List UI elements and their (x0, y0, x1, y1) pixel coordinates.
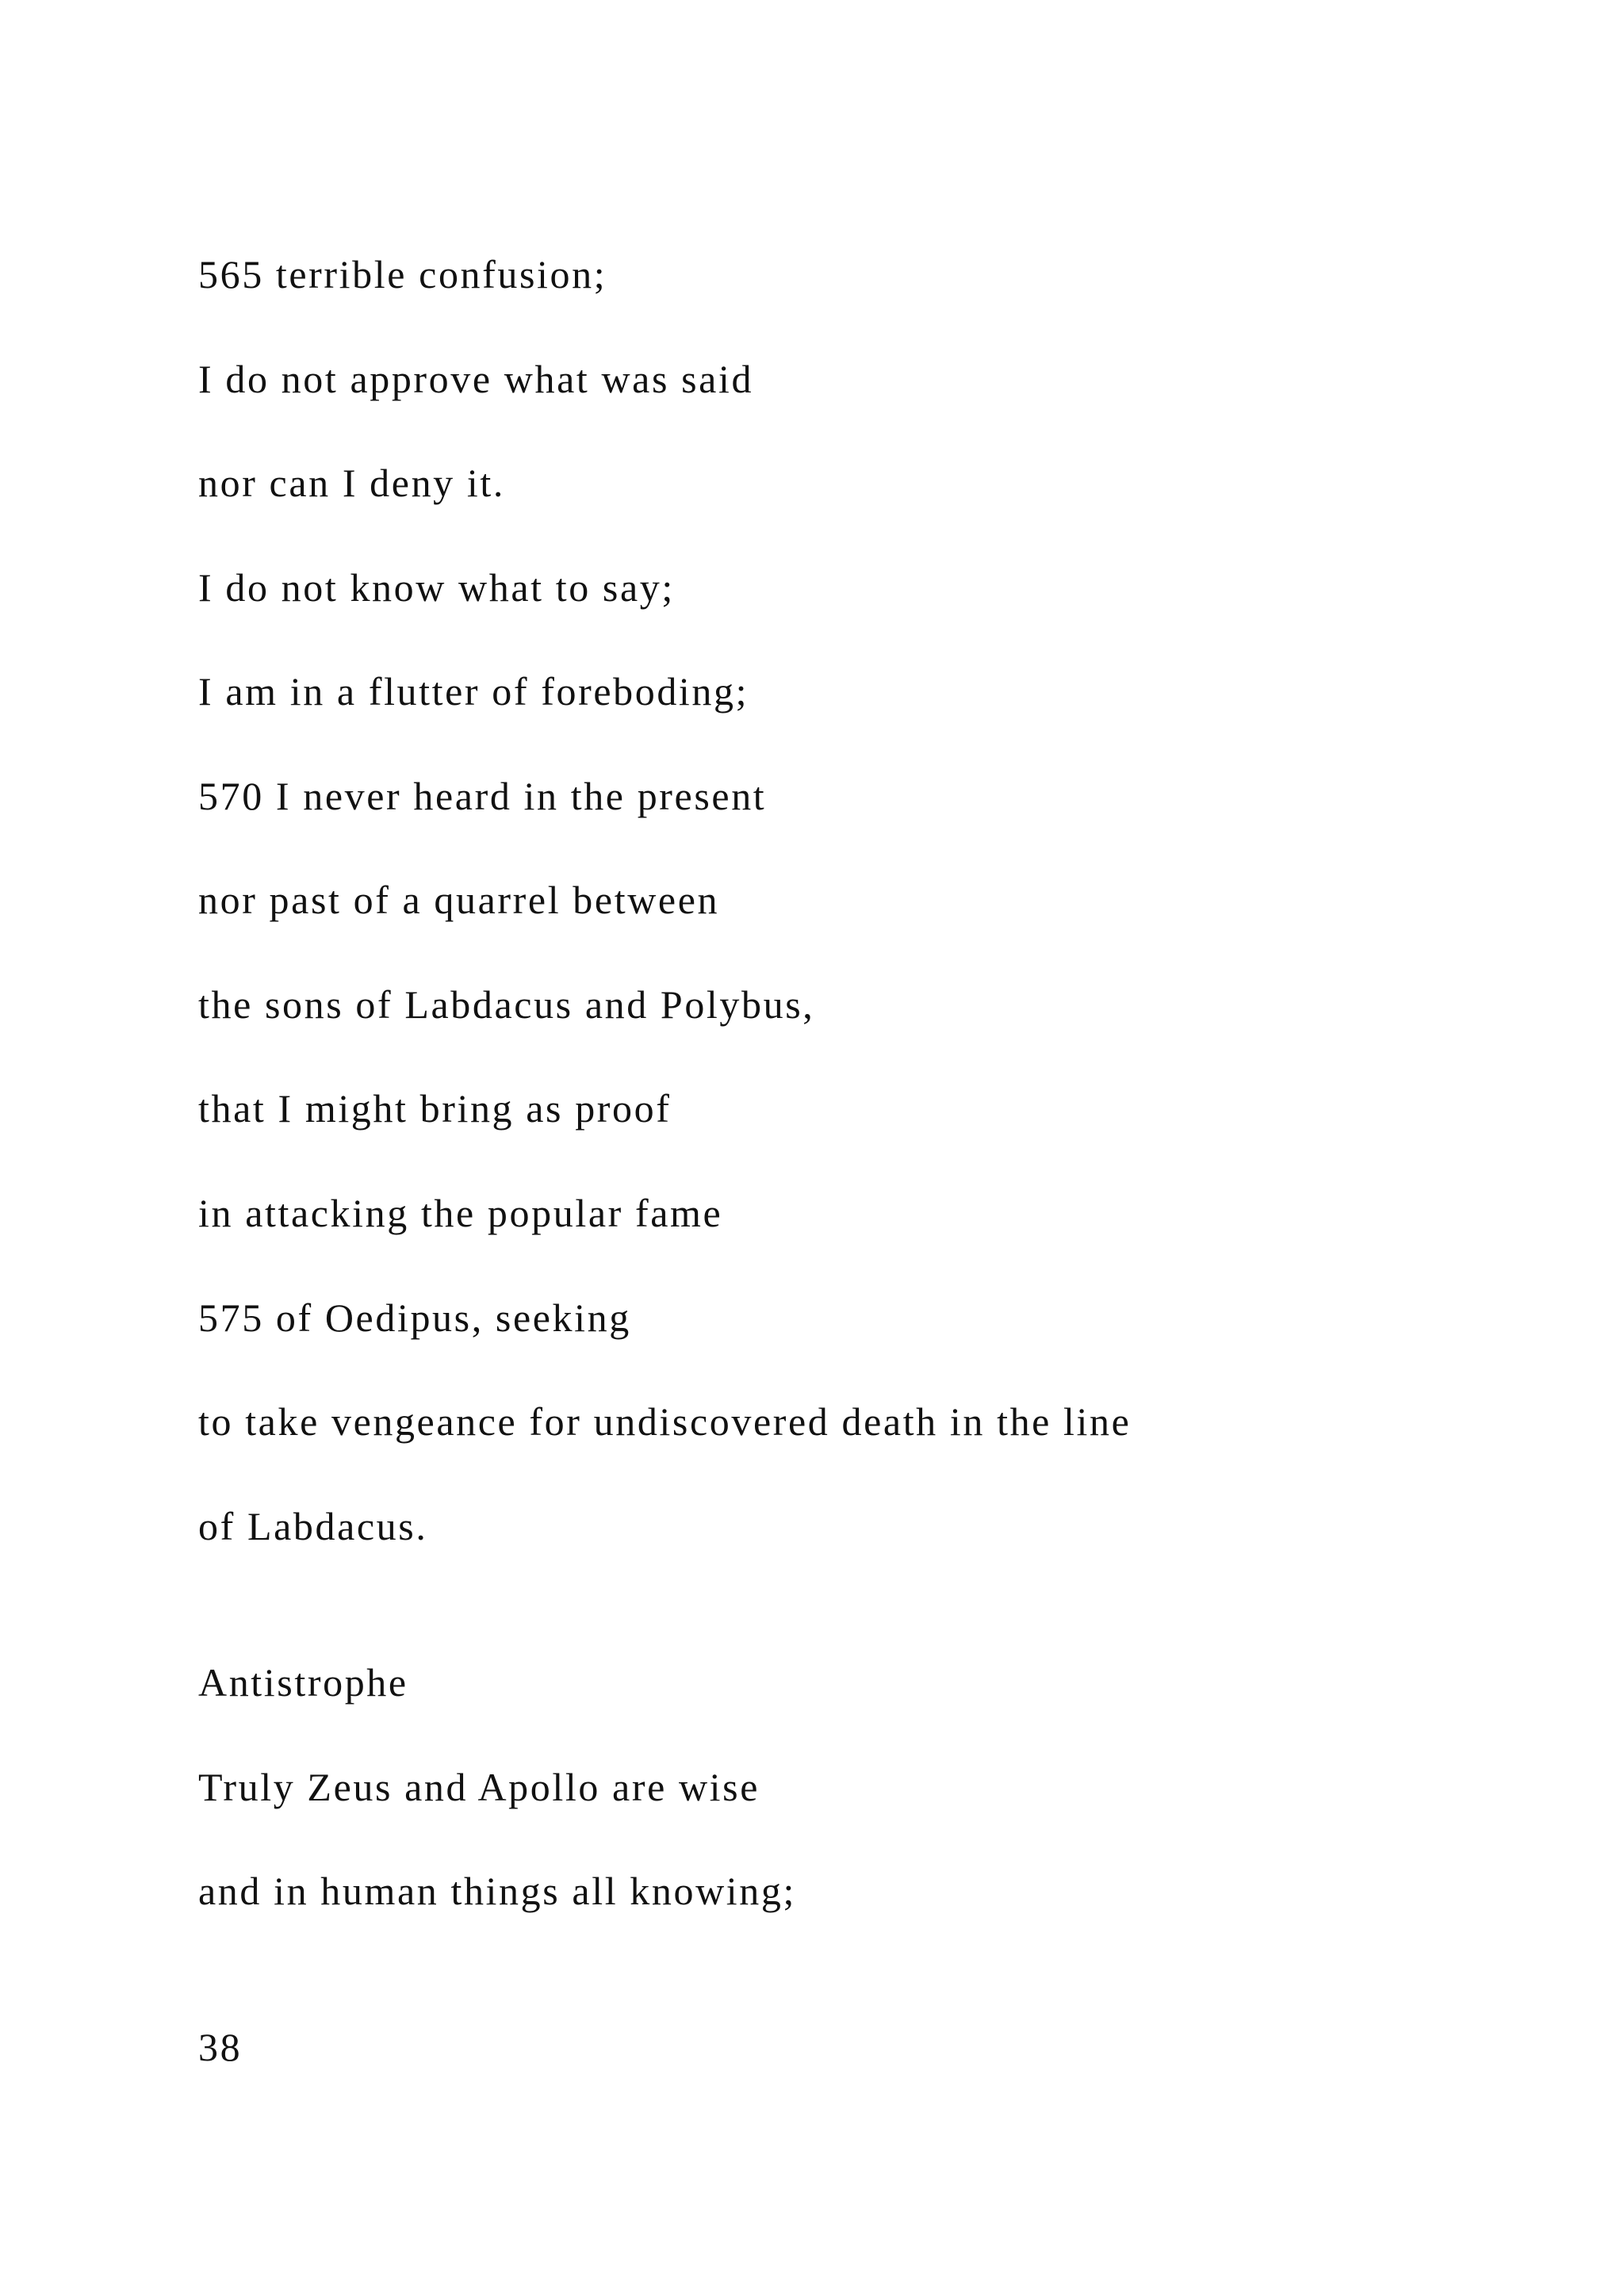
verse-line: 575 of Oedipus, seeking (198, 1295, 631, 1340)
verse-line: of Labdacus. (198, 1504, 428, 1548)
verse-line: I do not approve what was said (198, 357, 754, 401)
verse-line: in attacking the popular fame (198, 1191, 723, 1235)
page-number: 38 (198, 2025, 243, 2069)
verse-line: the sons of Labdacus and Polybus, (198, 982, 815, 1027)
verse-line: nor can I deny it. (198, 461, 505, 505)
verse-line: 570 I never heard in the present (198, 774, 767, 818)
verse-line: to take vengeance for undiscovered death in the line (198, 1399, 1132, 1444)
verse-line: I do not know what to say; (198, 565, 675, 610)
verse-line: I am in a flutter of foreboding; (198, 669, 749, 714)
verse-line: nor past of a quarrel between (198, 878, 720, 922)
antistrophe-line: Truly Zeus and Apollo are wise (198, 1765, 760, 1809)
verse-line: 565 terrible confusion; (198, 252, 607, 297)
verse-line: that I might bring as proof (198, 1086, 672, 1131)
antistrophe-line: and in human things all knowing; (198, 1869, 796, 1913)
section-heading: Antistrophe (198, 1660, 408, 1705)
